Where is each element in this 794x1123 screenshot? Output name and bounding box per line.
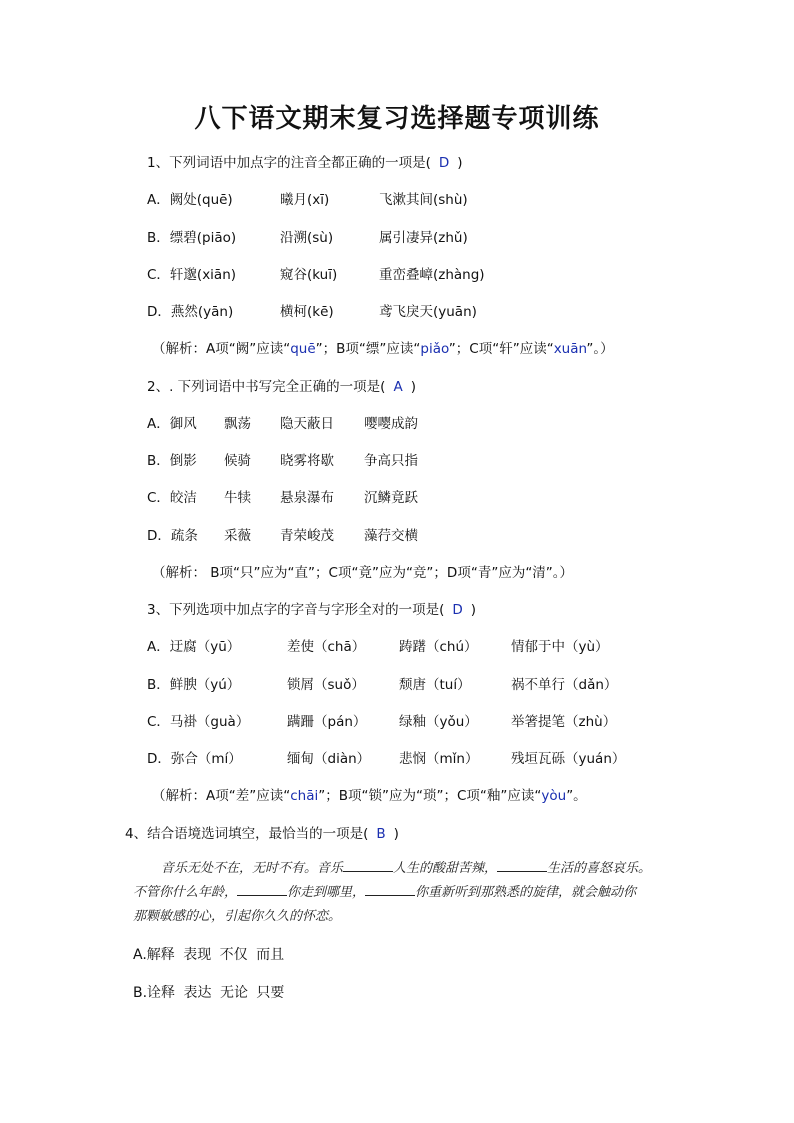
- answer-2: A: [393, 379, 403, 395]
- blank-3: [237, 883, 287, 896]
- question-4-stem: 4、结合语境选词填空，最恰当的一项是( B ): [125, 826, 399, 842]
- blank-4: [365, 883, 415, 896]
- passage-line-1: 音乐无处不在，无时不有。音乐 人生的酸甜苦辣， 生活的喜怒哀乐。: [161, 861, 652, 876]
- q1-explanation: （解析：A项“阙”应读“quē”；B项“缥”应读“piǎo”；C项“轩”应读“xuān”。）: [152, 341, 614, 357]
- answer-4: B: [376, 826, 386, 842]
- question-3-stem: 3、下列选项中加点字的字音与字形全对的一项是( D ): [147, 602, 477, 618]
- blank-2: [497, 859, 547, 872]
- question-2-stem: 2、. 下列词语中书写完全正确的一项是( A ): [147, 379, 416, 395]
- passage-line-2: 不管你什么年龄， 你走到哪里， 你重新听到那熟悉的旋律，就会触动你: [133, 885, 637, 900]
- q4-passage: [133, 857, 693, 929]
- q4-option-a: A.解释 表现 不仅 而且: [133, 947, 285, 963]
- answer-3: D: [452, 602, 463, 618]
- passage-line-3: 那颗敏感的心，引起你久久的怀恋。: [133, 909, 342, 924]
- page-title: 八下语文期末复习选择题专项训练: [194, 104, 600, 134]
- q2-explanation: （解析： B项“只”应为“直”；C项“竟”应为“竞”；D项“青”应为“清”。）: [152, 565, 574, 581]
- question-1-stem: 1、下列词语中加点字的注音全都正确的一项是( D ): [147, 155, 463, 171]
- q3-explanation: （解析：A项“差”应读“chāi”；B项“锁”应为“琐”；C项“釉”应读“yòu”。: [152, 788, 587, 804]
- q4-option-b: B.诠释 表达 无论 只要: [133, 985, 285, 1001]
- answer-1: D: [438, 155, 450, 171]
- blank-1: [343, 859, 393, 872]
